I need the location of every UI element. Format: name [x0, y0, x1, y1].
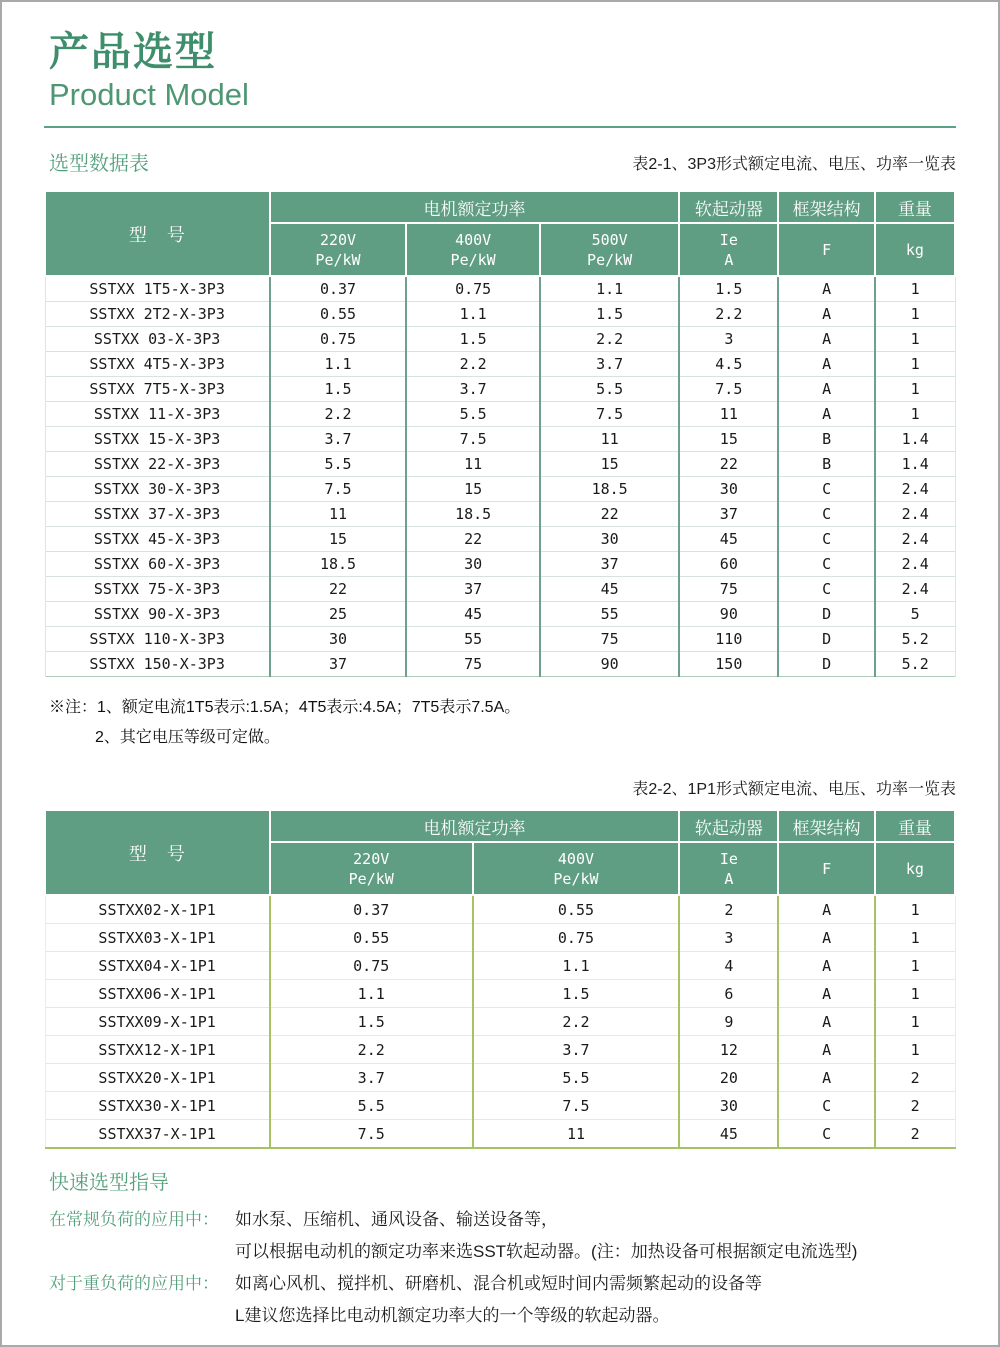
table-row: [45, 352, 955, 377]
table-3p3: [44, 190, 956, 677]
col-header-ie: [679, 842, 778, 895]
value-cell: 6: [679, 980, 778, 1008]
col-group-weight: 重量: [875, 810, 955, 842]
table-row: [45, 952, 955, 980]
col-header-400v: [473, 842, 680, 895]
value-cell: 5: [875, 602, 955, 627]
page-subtitle: Product Model: [49, 77, 249, 112]
table-row: [45, 1008, 955, 1036]
table1-caption: 表2-1、3P3形式额定电流、电压、功率一览表: [632, 156, 956, 173]
value-cell: A: [778, 1008, 874, 1036]
col-500v-line1: 500V: [591, 230, 628, 249]
value-cell: 18.5: [540, 477, 679, 502]
table-1p1-body: [45, 895, 955, 1148]
table-row: [45, 527, 955, 552]
value-cell: 7.5: [679, 377, 778, 402]
model-cell: SSTXX 30-X-3P3: [45, 477, 270, 502]
header-divider: [44, 126, 956, 128]
value-cell: 0.55: [473, 895, 680, 924]
value-cell: 0.75: [270, 327, 406, 352]
table-row: [45, 452, 955, 477]
value-cell: 90: [679, 602, 778, 627]
value-cell: 1.5: [406, 327, 540, 352]
model-cell: SSTXX02-X-1P1: [45, 895, 270, 924]
model-cell: SSTXX03-X-1P1: [45, 924, 270, 952]
value-cell: 30: [679, 477, 778, 502]
value-cell: 45: [679, 527, 778, 552]
value-cell: 75: [679, 577, 778, 602]
value-cell: 0.37: [270, 895, 473, 924]
col-header-500v: [540, 223, 679, 276]
col-ie-line2: A: [724, 250, 734, 269]
model-cell: SSTXX04-X-1P1: [45, 952, 270, 980]
value-cell: 0.75: [270, 952, 473, 980]
value-cell: 11: [473, 1120, 680, 1149]
col-400v-line1: 400V: [557, 849, 595, 868]
value-cell: 1: [875, 1036, 955, 1064]
guide-line: 如离心风机、搅拌机、研磨机、混合机或短时间内需频繁起动的设备等: [235, 1274, 762, 1293]
header-group-row: [45, 191, 955, 223]
value-cell: 2.2: [540, 327, 679, 352]
table-row: [45, 327, 955, 352]
model-cell: SSTXX09-X-1P1: [45, 1008, 270, 1036]
value-cell: C: [778, 1092, 874, 1120]
col-group-frame: 框架结构: [778, 810, 874, 842]
value-cell: 0.55: [270, 924, 473, 952]
value-cell: 5.5: [270, 452, 406, 477]
value-cell: 1.5: [473, 980, 680, 1008]
col-ie-line1: Ie: [719, 230, 738, 249]
value-cell: 18.5: [270, 552, 406, 577]
value-cell: 150: [679, 652, 778, 677]
value-cell: A: [778, 895, 874, 924]
value-cell: 15: [406, 477, 540, 502]
value-cell: A: [778, 377, 874, 402]
col-header-400v: [406, 223, 540, 276]
value-cell: A: [778, 952, 874, 980]
value-cell: 0.75: [406, 276, 540, 302]
value-cell: 2.4: [875, 552, 955, 577]
value-cell: 30: [679, 1092, 778, 1120]
notes-block: [44, 693, 956, 753]
value-cell: 7.5: [270, 1120, 473, 1149]
col-220v-line2: Pe/kW: [315, 250, 361, 269]
value-cell: 45: [679, 1120, 778, 1149]
table-1p1-header: [45, 810, 955, 895]
value-cell: C: [778, 1120, 874, 1149]
guide-content-heavy-load: [235, 1268, 762, 1332]
col-ie-line1: Ie: [719, 849, 738, 868]
guide-content-normal-load: [235, 1204, 857, 1268]
table-row: [45, 895, 955, 924]
table-row: [45, 552, 955, 577]
col-group-weight: 重量: [875, 191, 955, 223]
table-row: [45, 652, 955, 677]
value-cell: 15: [270, 527, 406, 552]
value-cell: 1: [875, 352, 955, 377]
value-cell: 1.4: [875, 452, 955, 477]
col-header-220v: [270, 842, 473, 895]
model-cell: SSTXX30-X-1P1: [45, 1092, 270, 1120]
model-cell: SSTXX 03-X-3P3: [45, 327, 270, 352]
value-cell: 30: [540, 527, 679, 552]
value-cell: 12: [679, 1036, 778, 1064]
value-cell: A: [778, 402, 874, 427]
model-cell: SSTXX06-X-1P1: [45, 980, 270, 1008]
value-cell: 1.1: [406, 302, 540, 327]
table-row: [45, 1092, 955, 1120]
value-cell: 1.5: [540, 302, 679, 327]
guide-block: [44, 1204, 956, 1332]
value-cell: 7.5: [540, 402, 679, 427]
guide-line: 如水泵、压缩机、通风设备、输送设备等，: [235, 1210, 558, 1229]
col-400v-line2: Pe/kW: [450, 250, 496, 269]
value-cell: 9: [679, 1008, 778, 1036]
model-cell: SSTXX 11-X-3P3: [45, 402, 270, 427]
col-header-220v: [270, 223, 406, 276]
table-row: [45, 276, 955, 302]
value-cell: 75: [540, 627, 679, 652]
value-cell: 1.5: [270, 377, 406, 402]
col-220v-line1: 220V: [319, 230, 357, 249]
value-cell: 3.7: [270, 427, 406, 452]
col-500v-line2: Pe/kW: [587, 250, 633, 269]
value-cell: 1.1: [270, 352, 406, 377]
col-group-motor-power: 电机额定功率: [270, 810, 679, 842]
col-header-ie: [679, 223, 778, 276]
value-cell: 1.1: [473, 952, 680, 980]
table-row: [45, 502, 955, 527]
value-cell: 7.5: [270, 477, 406, 502]
col-400v-line2: Pe/kW: [553, 869, 599, 888]
value-cell: B: [778, 452, 874, 477]
value-cell: 5.5: [540, 377, 679, 402]
value-cell: C: [778, 502, 874, 527]
value-cell: 4: [679, 952, 778, 980]
value-cell: 1: [875, 952, 955, 980]
value-cell: 2.4: [875, 527, 955, 552]
table-row: [45, 1064, 955, 1092]
value-cell: 7.5: [473, 1092, 680, 1120]
section1-head: [44, 152, 956, 176]
value-cell: 11: [406, 452, 540, 477]
model-cell: SSTXX 37-X-3P3: [45, 502, 270, 527]
value-cell: 0.37: [270, 276, 406, 302]
guide-heading: 快速选型指导: [49, 1172, 169, 1194]
value-cell: C: [778, 527, 874, 552]
col-header-kg: kg: [875, 842, 955, 895]
value-cell: 1: [875, 302, 955, 327]
guide-label-heavy-load: 对于重负荷的应用中：: [49, 1274, 219, 1293]
col-header-model: 型 号: [45, 810, 270, 895]
value-cell: 75: [406, 652, 540, 677]
value-cell: 2.2: [270, 1036, 473, 1064]
model-cell: SSTXX37-X-1P1: [45, 1120, 270, 1149]
table-row: [45, 924, 955, 952]
model-cell: SSTXX12-X-1P1: [45, 1036, 270, 1064]
value-cell: 5.2: [875, 627, 955, 652]
value-cell: 22: [406, 527, 540, 552]
value-cell: 2: [875, 1064, 955, 1092]
value-cell: 3.7: [270, 1064, 473, 1092]
value-cell: A: [778, 276, 874, 302]
value-cell: 5.5: [473, 1064, 680, 1092]
note-line-2: 2、其它电压等级可定做。: [95, 729, 280, 746]
value-cell: 11: [679, 402, 778, 427]
value-cell: 45: [540, 577, 679, 602]
model-cell: SSTXX20-X-1P1: [45, 1064, 270, 1092]
value-cell: D: [778, 627, 874, 652]
value-cell: D: [778, 652, 874, 677]
value-cell: 1: [875, 924, 955, 952]
value-cell: 3.7: [406, 377, 540, 402]
value-cell: 45: [406, 602, 540, 627]
value-cell: 0.55: [270, 302, 406, 327]
col-group-soft-starter: 软起动器: [679, 810, 778, 842]
value-cell: 37: [679, 502, 778, 527]
table-row: [45, 1036, 955, 1064]
table-3p3-header: [45, 191, 955, 276]
guide-line: 可以根据电动机的额定功率来选SST软起动器。(注：加热设备可根据额定电流选型): [235, 1242, 858, 1261]
value-cell: 18.5: [406, 502, 540, 527]
col-header-frame-f: F: [778, 842, 874, 895]
value-cell: 2: [875, 1120, 955, 1149]
value-cell: 37: [540, 552, 679, 577]
model-cell: SSTXX 60-X-3P3: [45, 552, 270, 577]
value-cell: B: [778, 427, 874, 452]
col-header-kg: kg: [875, 223, 955, 276]
value-cell: 2.4: [875, 502, 955, 527]
table-row: [45, 477, 955, 502]
value-cell: 1: [875, 980, 955, 1008]
value-cell: 3.7: [473, 1036, 680, 1064]
value-cell: 30: [406, 552, 540, 577]
value-cell: A: [778, 352, 874, 377]
value-cell: 2: [679, 895, 778, 924]
table-row: [45, 602, 955, 627]
guide-line: L建议您选择比电动机额定功率大的一个等级的软起动器。: [235, 1306, 670, 1325]
value-cell: 25: [270, 602, 406, 627]
col-group-frame: 框架结构: [778, 191, 874, 223]
value-cell: A: [778, 327, 874, 352]
note-line-1: ※注：1、额定电流1T5表示:1.5A；4T5表示:4.5A；7T5表示7.5A。: [49, 699, 521, 716]
table-row: [45, 402, 955, 427]
col-400v-line1: 400V: [455, 230, 492, 249]
table-row: [45, 1120, 955, 1149]
model-cell: SSTXX 75-X-3P3: [45, 577, 270, 602]
model-cell: SSTXX 4T5-X-3P3: [45, 352, 270, 377]
value-cell: 1: [875, 1008, 955, 1036]
value-cell: 5.2: [875, 652, 955, 677]
model-cell: SSTXX 90-X-3P3: [45, 602, 270, 627]
value-cell: 2.2: [473, 1008, 680, 1036]
table-1p1: [44, 809, 956, 1149]
value-cell: 1: [875, 895, 955, 924]
value-cell: C: [778, 477, 874, 502]
value-cell: 55: [406, 627, 540, 652]
value-cell: 5.5: [406, 402, 540, 427]
value-cell: 37: [406, 577, 540, 602]
value-cell: 1: [875, 402, 955, 427]
value-cell: 1.5: [270, 1008, 473, 1036]
value-cell: 0.75: [473, 924, 680, 952]
value-cell: 2: [875, 1092, 955, 1120]
value-cell: 110: [679, 627, 778, 652]
value-cell: 22: [679, 452, 778, 477]
value-cell: 2.4: [875, 477, 955, 502]
col-220v-line1: 220V: [353, 849, 390, 868]
value-cell: 4.5: [679, 352, 778, 377]
table-row: [45, 980, 955, 1008]
table-row: [45, 427, 955, 452]
value-cell: C: [778, 552, 874, 577]
value-cell: 1: [875, 276, 955, 302]
value-cell: 11: [270, 502, 406, 527]
value-cell: 5.5: [270, 1092, 473, 1120]
value-cell: 1.4: [875, 427, 955, 452]
col-header-model: 型 号: [45, 191, 270, 276]
value-cell: 1: [875, 327, 955, 352]
value-cell: 20: [679, 1064, 778, 1092]
value-cell: A: [778, 924, 874, 952]
col-group-motor-power: 电机额定功率: [270, 191, 679, 223]
value-cell: D: [778, 602, 874, 627]
model-cell: SSTXX 2T2-X-3P3: [45, 302, 270, 327]
table-row: [45, 377, 955, 402]
value-cell: 1.1: [540, 276, 679, 302]
model-cell: SSTXX 150-X-3P3: [45, 652, 270, 677]
model-cell: SSTXX 15-X-3P3: [45, 427, 270, 452]
value-cell: 1: [875, 377, 955, 402]
model-cell: SSTXX 45-X-3P3: [45, 527, 270, 552]
model-cell: SSTXX 1T5-X-3P3: [45, 276, 270, 302]
value-cell: 7.5: [406, 427, 540, 452]
value-cell: 2.2: [679, 302, 778, 327]
table-row: [45, 302, 955, 327]
value-cell: 1.1: [270, 980, 473, 1008]
section1-title: 选型数据表: [49, 153, 149, 175]
page-title: 产品选型: [49, 30, 217, 74]
table-3p3-body: [45, 276, 955, 677]
value-cell: 3: [679, 327, 778, 352]
value-cell: 2.2: [406, 352, 540, 377]
value-cell: A: [778, 980, 874, 1008]
guide-item-heavy-load: [49, 1268, 956, 1332]
model-cell: SSTXX 110-X-3P3: [45, 627, 270, 652]
value-cell: 37: [270, 652, 406, 677]
value-cell: 15: [540, 452, 679, 477]
value-cell: 1.5: [679, 276, 778, 302]
table2-caption: 表2-2、1P1形式额定电流、电压、功率一览表: [632, 781, 956, 798]
col-header-frame-f: F: [778, 223, 874, 276]
value-cell: 55: [540, 602, 679, 627]
value-cell: 90: [540, 652, 679, 677]
value-cell: A: [778, 1036, 874, 1064]
table-row: [45, 577, 955, 602]
col-group-soft-starter: 软起动器: [679, 191, 778, 223]
model-cell: SSTXX 22-X-3P3: [45, 452, 270, 477]
value-cell: 15: [679, 427, 778, 452]
value-cell: 3.7: [540, 352, 679, 377]
value-cell: A: [778, 1064, 874, 1092]
value-cell: 3: [679, 924, 778, 952]
col-220v-line2: Pe/kW: [348, 869, 394, 888]
value-cell: 11: [540, 427, 679, 452]
guide-label-normal-load: 在常规负荷的应用中：: [49, 1210, 219, 1229]
model-cell: SSTXX 7T5-X-3P3: [45, 377, 270, 402]
value-cell: 22: [540, 502, 679, 527]
value-cell: 22: [270, 577, 406, 602]
value-cell: 30: [270, 627, 406, 652]
col-ie-line2: A: [724, 869, 734, 888]
value-cell: C: [778, 577, 874, 602]
header-group-row: [45, 810, 955, 842]
value-cell: 2.4: [875, 577, 955, 602]
value-cell: A: [778, 302, 874, 327]
guide-item-normal-load: [49, 1204, 956, 1268]
value-cell: 2.2: [270, 402, 406, 427]
table-row: [45, 627, 955, 652]
value-cell: 60: [679, 552, 778, 577]
